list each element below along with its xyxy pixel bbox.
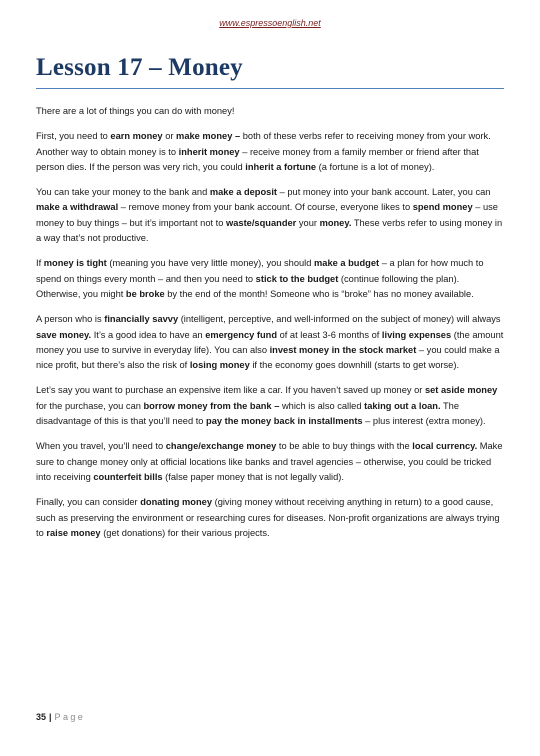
- key-term: waste/squander: [226, 217, 297, 228]
- page-number: 35: [36, 712, 47, 722]
- text-run: (get donations) for their various projects.: [100, 527, 270, 538]
- key-term: earn money: [110, 131, 163, 142]
- text-run: by the end of the month! Someone who is “broke” has no money available.: [164, 288, 474, 299]
- key-term: living expenses: [381, 329, 452, 340]
- text-run: your: [296, 217, 320, 228]
- key-term: money is tight: [43, 258, 107, 269]
- key-term: inherit a fortune: [245, 161, 317, 172]
- text-run: Make sure to change money only at official locations like banks and travel agencies – otherwise, you could be tricked into receiving: [36, 441, 503, 482]
- paragraph: [36, 383, 506, 429]
- page-footer: [36, 712, 85, 722]
- key-term: emergency fund: [205, 329, 277, 340]
- key-term: stick to the budget: [255, 273, 339, 284]
- text-run: (false paper money that is not legally valid).: [162, 471, 344, 482]
- key-term: spend money: [412, 202, 473, 213]
- text-run: These verbs refer to using money in a way that’s not productive.: [36, 217, 503, 244]
- paragraph: [36, 129, 506, 175]
- key-term: make a budget: [314, 258, 380, 269]
- text-run: – receive money from a family member or friend after that person dies. If the person was very rich, you could: [36, 146, 479, 172]
- key-term: inherit money: [178, 146, 240, 157]
- text-run: if the economy goes downhill (starts to get worse).: [249, 360, 460, 371]
- site-link[interactable]: www.espressoenglish.net: [219, 18, 321, 28]
- text-run: You can take your money to the bank and: [36, 187, 210, 198]
- text-run: or: [162, 131, 177, 142]
- key-term: local currency.: [412, 441, 478, 452]
- key-term: pay the money back in installments: [206, 416, 363, 427]
- text-run: – put money into your bank account. Later, you can: [277, 187, 491, 198]
- key-term: set aside money: [424, 385, 498, 396]
- text-run: If: [36, 258, 44, 269]
- text-run: – plus interest (extra money).: [362, 416, 486, 427]
- text-run: The disadvantage of this is that you’ll need to: [36, 400, 459, 427]
- key-term: donating money: [140, 497, 213, 508]
- key-term: money.: [319, 217, 352, 228]
- text-run: which is also called: [279, 400, 365, 411]
- key-term: save money.: [36, 329, 92, 340]
- text-run: – remove money from your bank account. Of course, everyone likes to: [118, 202, 413, 213]
- text-run: – you could make a nice profit, but there’s also the risk of: [36, 344, 500, 371]
- text-run: – use money to buy things – but it’s important not to: [36, 202, 498, 228]
- paragraph: [36, 495, 506, 541]
- text-run: There are a lot of things you can do with money!: [36, 106, 235, 116]
- paragraph: [36, 312, 506, 373]
- text-run: First, you need to: [36, 131, 111, 142]
- text-run: Let’s say you want to purchase an expensive item like a car. If you haven’t saved up money or: [36, 385, 425, 396]
- key-term: losing money: [189, 360, 250, 371]
- lesson-body: [36, 104, 506, 551]
- text-run: (the amount money you use to survive in everyday life). You can also: [36, 329, 504, 355]
- title-divider: [36, 88, 504, 89]
- page-title: Lesson 17 – Money: [36, 54, 243, 81]
- footer-separator: |: [49, 712, 52, 722]
- paragraph: [36, 185, 506, 246]
- page-label: Page: [54, 712, 86, 722]
- key-term: borrow money from the bank –: [143, 400, 280, 411]
- text-run: (continue following the plan). Otherwise, you might: [36, 273, 460, 299]
- text-run: A person who is: [36, 314, 105, 325]
- paragraph: [36, 104, 506, 119]
- key-term: financially savvy: [104, 314, 179, 325]
- text-run: It’s a good idea to have an: [91, 329, 206, 340]
- key-term: counterfeit bills: [93, 471, 163, 482]
- paragraph: [36, 439, 506, 485]
- key-term: invest money in the stock market: [269, 344, 417, 355]
- text-run: of at least 3-6 months of: [277, 329, 382, 340]
- key-term: make a deposit: [209, 187, 278, 198]
- text-run: for the purchase, you can: [36, 400, 144, 411]
- text-run: Finally, you can consider: [36, 497, 141, 508]
- text-run: (intelligent, perceptive, and well-informed on the subject of money) will always: [178, 314, 501, 325]
- text-run: – a plan for how much to spend on things every month – and then you need to: [36, 258, 484, 284]
- key-term: make a withdrawal: [36, 202, 119, 213]
- text-run: (giving money without receiving anything in return) to a good cause, such as preserving the environment or researching cures for diseases. Non-profit organizations are always trying to: [36, 497, 500, 538]
- text-run: to be able to buy things with the: [276, 441, 413, 452]
- key-term: change/exchange money: [165, 441, 277, 452]
- key-term: make money –: [176, 131, 241, 142]
- text-run: (a fortune is a lot of money).: [316, 161, 435, 172]
- text-run: When you travel, you’ll need to: [36, 441, 166, 452]
- key-term: be broke: [125, 288, 165, 299]
- text-run: (meaning you have very little money), you should: [106, 258, 315, 269]
- paragraph: [36, 256, 506, 302]
- key-term: raise money: [46, 527, 101, 538]
- key-term: taking out a loan.: [364, 400, 441, 411]
- text-run: both of these verbs refer to receiving money from your work. Another way to obtain money is to: [36, 131, 491, 157]
